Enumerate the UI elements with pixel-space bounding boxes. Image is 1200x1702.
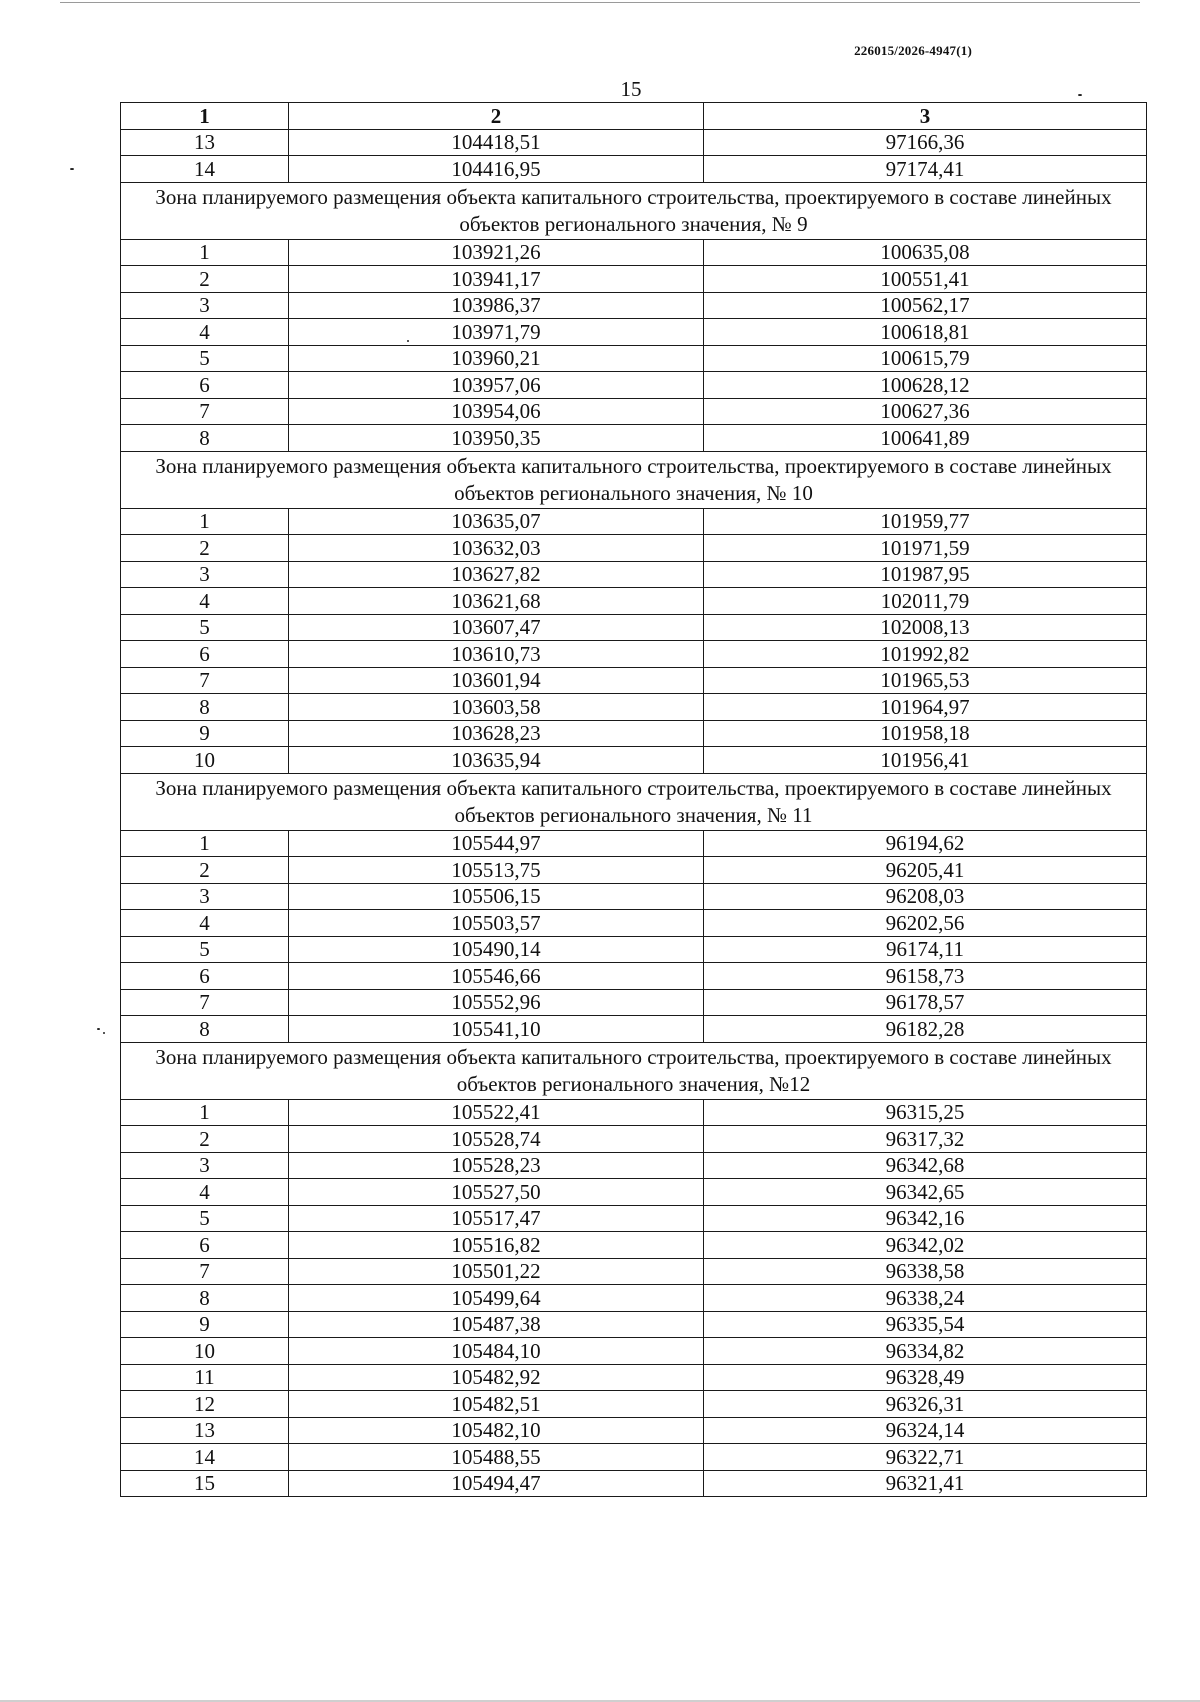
table-row	[121, 1470, 1147, 1497]
x-coordinate-cell: 103627,82	[289, 561, 704, 588]
x-coordinate-cell: 103632,03	[289, 535, 704, 562]
x-coordinate-cell: 105522,41	[289, 1099, 704, 1126]
scan-speck	[103, 1032, 105, 1034]
x-coordinate-cell: 105513,75	[289, 857, 704, 884]
x-coordinate-cell: 103621,68	[289, 588, 704, 615]
point-number-cell: 10	[121, 747, 289, 774]
point-number-cell: 14	[121, 1444, 289, 1471]
point-number-cell: 4	[121, 1179, 289, 1206]
table-row	[121, 1152, 1147, 1179]
x-coordinate-cell: 103950,35	[289, 425, 704, 452]
table-row	[121, 561, 1147, 588]
point-number-cell: 4	[121, 910, 289, 937]
x-coordinate-cell: 103607,47	[289, 614, 704, 641]
y-coordinate-cell: 101965,53	[704, 667, 1147, 694]
table-row	[121, 883, 1147, 910]
y-coordinate-cell: 102008,13	[704, 614, 1147, 641]
point-number-cell: 5	[121, 936, 289, 963]
y-coordinate-cell: 96326,31	[704, 1391, 1147, 1418]
y-coordinate-cell: 96315,25	[704, 1099, 1147, 1126]
section-heading: Зона планируемого размещения объекта капитального строительства, проектируемого в составе линейных объектов регионального значения, №12	[121, 1042, 1147, 1099]
table-row	[121, 641, 1147, 668]
point-number-cell: 3	[121, 292, 289, 319]
point-number-cell: 6	[121, 963, 289, 990]
y-coordinate-cell: 96335,54	[704, 1311, 1147, 1338]
x-coordinate-cell: 103957,06	[289, 372, 704, 399]
coordinates-table-body	[121, 103, 1147, 1497]
table-row	[121, 1232, 1147, 1259]
point-number-cell: 8	[121, 1285, 289, 1312]
x-coordinate-cell: 105482,51	[289, 1391, 704, 1418]
x-coordinate-cell: 105490,14	[289, 936, 704, 963]
point-number-cell: 10	[121, 1338, 289, 1365]
scan-speck	[1078, 94, 1082, 96]
y-coordinate-cell: 100562,17	[704, 292, 1147, 319]
table-row	[121, 989, 1147, 1016]
point-number-cell: 7	[121, 989, 289, 1016]
table-row	[121, 1285, 1147, 1312]
point-number-cell: 5	[121, 1205, 289, 1232]
y-coordinate-cell: 97166,36	[704, 129, 1147, 156]
table-row	[121, 694, 1147, 721]
y-coordinate-cell: 96205,41	[704, 857, 1147, 884]
column-header-point: 1	[121, 103, 289, 130]
point-number-cell: 7	[121, 398, 289, 425]
section-heading: Зона планируемого размещения объекта капитального строительства, проектируемого в составе линейных объектов регионального значения, № 10	[121, 451, 1147, 508]
y-coordinate-cell: 96321,41	[704, 1470, 1147, 1497]
y-coordinate-cell: 96178,57	[704, 989, 1147, 1016]
y-coordinate-cell: 96158,73	[704, 963, 1147, 990]
section-heading-row	[121, 182, 1147, 239]
y-coordinate-cell: 100641,89	[704, 425, 1147, 452]
point-number-cell: 8	[121, 694, 289, 721]
x-coordinate-cell: 103635,94	[289, 747, 704, 774]
point-number-cell: 7	[121, 667, 289, 694]
x-coordinate-cell: 105488,55	[289, 1444, 704, 1471]
y-coordinate-cell: 96202,56	[704, 910, 1147, 937]
point-number-cell: 9	[121, 720, 289, 747]
table-row	[121, 398, 1147, 425]
y-coordinate-cell: 96322,71	[704, 1444, 1147, 1471]
y-coordinate-cell: 101956,41	[704, 747, 1147, 774]
table-row	[121, 614, 1147, 641]
x-coordinate-cell: 105501,22	[289, 1258, 704, 1285]
table-row	[121, 1417, 1147, 1444]
y-coordinate-cell: 101971,59	[704, 535, 1147, 562]
x-coordinate-cell: 105527,50	[289, 1179, 704, 1206]
x-coordinate-cell: 105494,47	[289, 1470, 704, 1497]
point-number-cell: 4	[121, 588, 289, 615]
table-row	[121, 239, 1147, 266]
x-coordinate-cell: 105506,15	[289, 883, 704, 910]
point-number-cell: 14	[121, 156, 289, 183]
y-coordinate-cell: 96334,82	[704, 1338, 1147, 1365]
table-row	[121, 129, 1147, 156]
y-coordinate-cell: 101992,82	[704, 641, 1147, 668]
y-coordinate-cell: 100551,41	[704, 266, 1147, 293]
point-number-cell: 1	[121, 239, 289, 266]
x-coordinate-cell: 105528,23	[289, 1152, 704, 1179]
point-number-cell: 2	[121, 1126, 289, 1153]
table-row	[121, 292, 1147, 319]
table-row	[121, 1311, 1147, 1338]
point-number-cell: 5	[121, 614, 289, 641]
point-number-cell: 3	[121, 883, 289, 910]
y-coordinate-cell: 101958,18	[704, 720, 1147, 747]
section-heading-row	[121, 1042, 1147, 1099]
x-coordinate-cell: 103986,37	[289, 292, 704, 319]
table-row	[121, 1016, 1147, 1043]
x-coordinate-cell: 103635,07	[289, 508, 704, 535]
table-row	[121, 747, 1147, 774]
point-number-cell: 7	[121, 1258, 289, 1285]
coordinates-table	[120, 102, 1147, 1497]
table-row	[121, 1099, 1147, 1126]
table-row	[121, 1364, 1147, 1391]
y-coordinate-cell: 96338,58	[704, 1258, 1147, 1285]
point-number-cell: 3	[121, 561, 289, 588]
x-coordinate-cell: 105499,64	[289, 1285, 704, 1312]
y-coordinate-cell: 96338,24	[704, 1285, 1147, 1312]
table-row	[121, 963, 1147, 990]
y-coordinate-cell: 102011,79	[704, 588, 1147, 615]
section-heading-row	[121, 451, 1147, 508]
table-row	[121, 535, 1147, 562]
scan-speck	[70, 168, 74, 170]
point-number-cell: 13	[121, 129, 289, 156]
table-row	[121, 372, 1147, 399]
y-coordinate-cell: 96342,65	[704, 1179, 1147, 1206]
document-id: 226015/2026-4947(1)	[854, 43, 972, 58]
table-row	[121, 319, 1147, 346]
y-coordinate-cell: 100618,81	[704, 319, 1147, 346]
table-row	[121, 830, 1147, 857]
point-number-cell: 6	[121, 1232, 289, 1259]
point-number-cell: 12	[121, 1391, 289, 1418]
table-row	[121, 1205, 1147, 1232]
table-row	[121, 857, 1147, 884]
table-row	[121, 720, 1147, 747]
table-row	[121, 910, 1147, 937]
point-number-cell: 4	[121, 319, 289, 346]
x-coordinate-cell: 105487,38	[289, 1311, 704, 1338]
x-coordinate-cell: 105528,74	[289, 1126, 704, 1153]
table-row	[121, 1338, 1147, 1365]
table-header-row	[121, 103, 1147, 130]
table-row	[121, 508, 1147, 535]
y-coordinate-cell: 96328,49	[704, 1364, 1147, 1391]
x-coordinate-cell: 105482,10	[289, 1417, 704, 1444]
y-coordinate-cell: 96342,16	[704, 1205, 1147, 1232]
point-number-cell: 1	[121, 830, 289, 857]
point-number-cell: 1	[121, 1099, 289, 1126]
y-coordinate-cell: 100627,36	[704, 398, 1147, 425]
point-number-cell: 8	[121, 1016, 289, 1043]
point-number-cell: 6	[121, 372, 289, 399]
table-row	[121, 156, 1147, 183]
section-heading-row	[121, 773, 1147, 830]
y-coordinate-cell: 101964,97	[704, 694, 1147, 721]
x-coordinate-cell: 105516,82	[289, 1232, 704, 1259]
point-number-cell: 8	[121, 425, 289, 452]
column-header-y: 3	[704, 103, 1147, 130]
table-row	[121, 588, 1147, 615]
table-row	[121, 266, 1147, 293]
x-coordinate-cell: 103971,79	[289, 319, 704, 346]
x-coordinate-cell: 103941,17	[289, 266, 704, 293]
column-header-x: 2	[289, 103, 704, 130]
x-coordinate-cell: 104418,51	[289, 129, 704, 156]
x-coordinate-cell: 103628,23	[289, 720, 704, 747]
scan-speck	[97, 1028, 100, 1030]
x-coordinate-cell: 103960,21	[289, 345, 704, 372]
section-heading: Зона планируемого размещения объекта капитального строительства, проектируемого в составе линейных объектов регионального значения, № 11	[121, 773, 1147, 830]
x-coordinate-cell: 105517,47	[289, 1205, 704, 1232]
y-coordinate-cell: 100628,12	[704, 372, 1147, 399]
point-number-cell: 13	[121, 1417, 289, 1444]
x-coordinate-cell: 103954,06	[289, 398, 704, 425]
y-coordinate-cell: 96182,28	[704, 1016, 1147, 1043]
table-row	[121, 1126, 1147, 1153]
y-coordinate-cell: 96342,02	[704, 1232, 1147, 1259]
x-coordinate-cell: 105482,92	[289, 1364, 704, 1391]
y-coordinate-cell: 97174,41	[704, 156, 1147, 183]
y-coordinate-cell: 96174,11	[704, 936, 1147, 963]
scan-top-edge	[60, 2, 1140, 3]
x-coordinate-cell: 105503,57	[289, 910, 704, 937]
x-coordinate-cell: 105484,10	[289, 1338, 704, 1365]
point-number-cell: 3	[121, 1152, 289, 1179]
point-number-cell: 2	[121, 266, 289, 293]
table-row	[121, 1391, 1147, 1418]
y-coordinate-cell: 96324,14	[704, 1417, 1147, 1444]
y-coordinate-cell: 96194,62	[704, 830, 1147, 857]
table-row	[121, 667, 1147, 694]
y-coordinate-cell: 101987,95	[704, 561, 1147, 588]
y-coordinate-cell: 96342,68	[704, 1152, 1147, 1179]
table-row	[121, 936, 1147, 963]
x-coordinate-cell: 103601,94	[289, 667, 704, 694]
section-heading: Зона планируемого размещения объекта капитального строительства, проектируемого в составе линейных объектов регионального значения, № 9	[121, 182, 1147, 239]
y-coordinate-cell: 96208,03	[704, 883, 1147, 910]
x-coordinate-cell: 103921,26	[289, 239, 704, 266]
point-number-cell: 11	[121, 1364, 289, 1391]
y-coordinate-cell: 100615,79	[704, 345, 1147, 372]
table-row	[121, 1444, 1147, 1471]
point-number-cell: 1	[121, 508, 289, 535]
x-coordinate-cell: 103603,58	[289, 694, 704, 721]
y-coordinate-cell: 100635,08	[704, 239, 1147, 266]
table-row	[121, 345, 1147, 372]
y-coordinate-cell: 96317,32	[704, 1126, 1147, 1153]
table-row	[121, 1179, 1147, 1206]
x-coordinate-cell: 105544,97	[289, 830, 704, 857]
point-number-cell: 15	[121, 1470, 289, 1497]
point-number-cell: 5	[121, 345, 289, 372]
table-row	[121, 1258, 1147, 1285]
point-number-cell: 2	[121, 857, 289, 884]
x-coordinate-cell: 105552,96	[289, 989, 704, 1016]
x-coordinate-cell: 103610,73	[289, 641, 704, 668]
x-coordinate-cell: 104416,95	[289, 156, 704, 183]
x-coordinate-cell: 105541,10	[289, 1016, 704, 1043]
table-row	[121, 425, 1147, 452]
x-coordinate-cell: 105546,66	[289, 963, 704, 990]
y-coordinate-cell: 101959,77	[704, 508, 1147, 535]
page-number: 15	[620, 77, 642, 101]
point-number-cell: 2	[121, 535, 289, 562]
point-number-cell: 9	[121, 1311, 289, 1338]
point-number-cell: 6	[121, 641, 289, 668]
